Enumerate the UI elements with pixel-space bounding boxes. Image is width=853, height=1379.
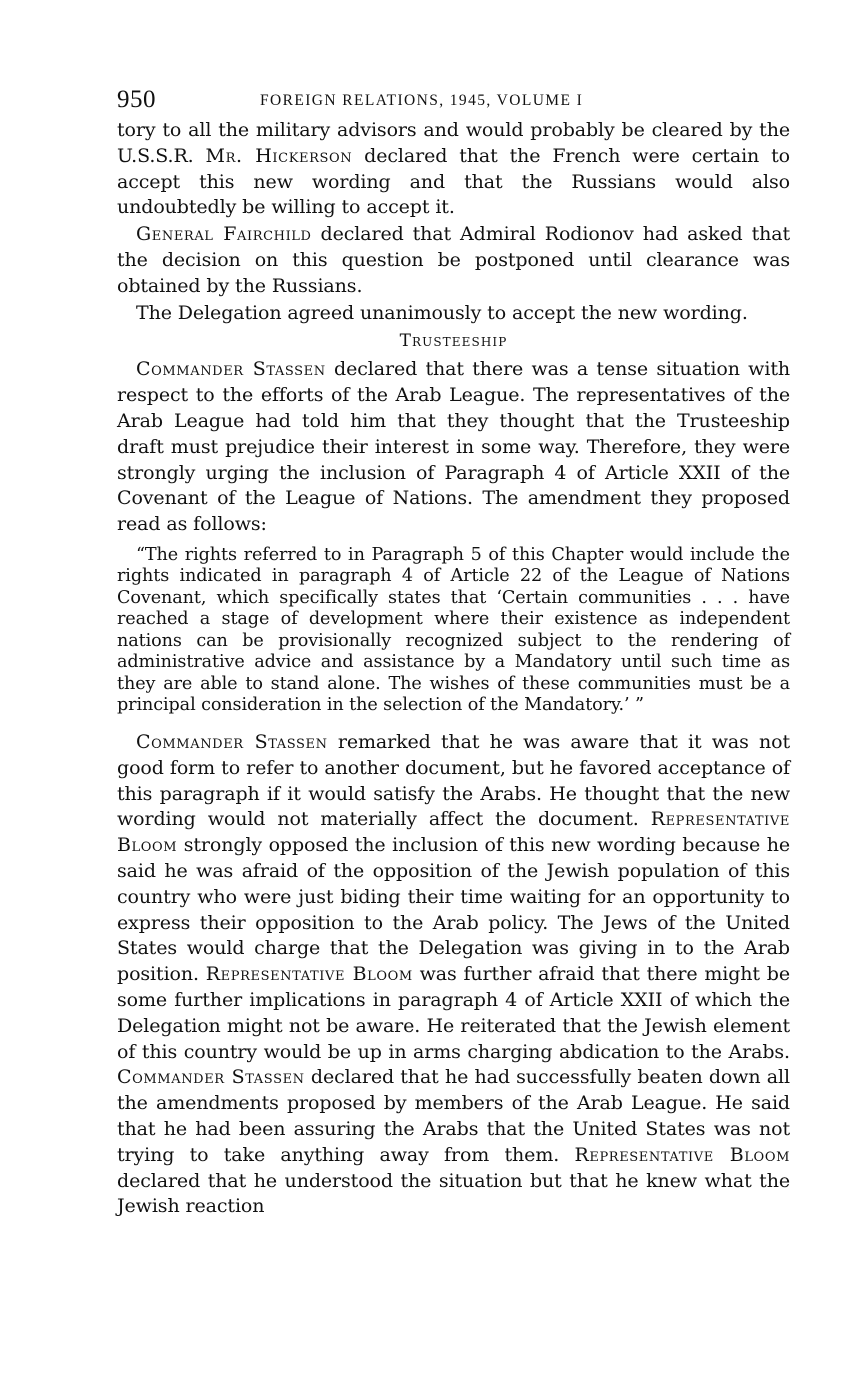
paragraph-stassen-arab-league	[117, 357, 790, 538]
text-run: declared that he understood the situation but that he knew what the Jewish reaction	[117, 1169, 790, 1218]
text-run: was further afraid that there might be some further implications in paragraph 4 of Article XXII of which the Delegation might not be aware. He reiterated that the Jewish element of this country would be up in arms charging abdication to the Arabs.	[117, 963, 790, 1063]
document-page	[117, 86, 790, 1220]
text-run: declared that the French were certain to accept this new wording and that the Russians would also undoubtedly be willing to accept it.	[117, 144, 790, 219]
text-run: declared that he had successfully beaten down all the amendments proposed by members of the Arab League. He said that he had been assuring the Arabs that the United States was not trying to take anything away from them.	[117, 1066, 790, 1166]
page-number: 950	[117, 86, 156, 113]
block-quote-amendment: “The rights referred to in Paragraph 5 of this Chapter would include the rights indicated in paragraph 4 of Article 22 of the League of Nations Covenant, which specifically states that ‘Certain communities . . . have reached a stage of development where their existence as independent nations can be provisionally recognized subject to the rendering of administrative advice and assistance by a Mandatory until such time as they are able to stand alone. The wishes of these communities must be a principal consideration in the selection of the Mandatory.’ ”	[117, 544, 790, 716]
speaker-name: Commander Stassen	[136, 358, 326, 381]
speaker-name: Representative Bloom	[205, 963, 413, 986]
paragraph-fairchild	[117, 222, 790, 299]
speaker-name: Commander Stassen	[117, 1066, 305, 1089]
speaker-name: Mr. Hickerson	[205, 144, 353, 167]
running-head: FOREIGN RELATIONS, 1945, VOLUME I	[260, 92, 584, 109]
paragraph-continuation	[117, 118, 790, 221]
text-run: declared that there was a tense situation with respect to the efforts of the Arab League. The representatives of the Arab League had told him that they thought that the Trusteeship draft must prejudice their interest in some way. Therefore, they were strongly urging the inclusion of Paragraph 4 of Article XXII of the Covenant of the League of Nations. The amendment they proposed read as follows:	[117, 358, 790, 536]
text-run: The Delegation agreed unanimously to accept the new wording.	[136, 301, 748, 324]
speaker-name: Commander Stassen	[136, 730, 328, 753]
page-header	[117, 86, 790, 118]
text-run: strongly opposed the inclusion of this new wording because he said he was afraid of the opposition of the Jewish population of this country who were just biding their time waiting for an opportunity to express their opposition to the Arab policy. The Jews of the United States would charge that the Delegation was giving in to the Arab position.	[117, 834, 790, 986]
speaker-name: General Fairchild	[136, 223, 312, 246]
text-run: declared that Admiral Rodionov had asked that the decision on this question be postponed until clearance was obtained by the Russians.	[117, 223, 790, 297]
text-run: tory to all the military advisors and would probably be cleared by the U.S.S.R.	[117, 119, 790, 167]
text-run: remarked that he was aware that it was not good form to refer to another document, but he favored acceptance of this paragraph if it would satisfy the Arabs. He thought that the new wording would not materially affect the document.	[117, 730, 790, 831]
speaker-name: Representative Bloom	[574, 1143, 790, 1166]
paragraph-agreement	[117, 301, 790, 327]
paragraph-discussion	[117, 730, 790, 1220]
section-heading: Trusteeship	[399, 331, 508, 352]
speaker-name: Representative Bloom	[117, 808, 790, 857]
